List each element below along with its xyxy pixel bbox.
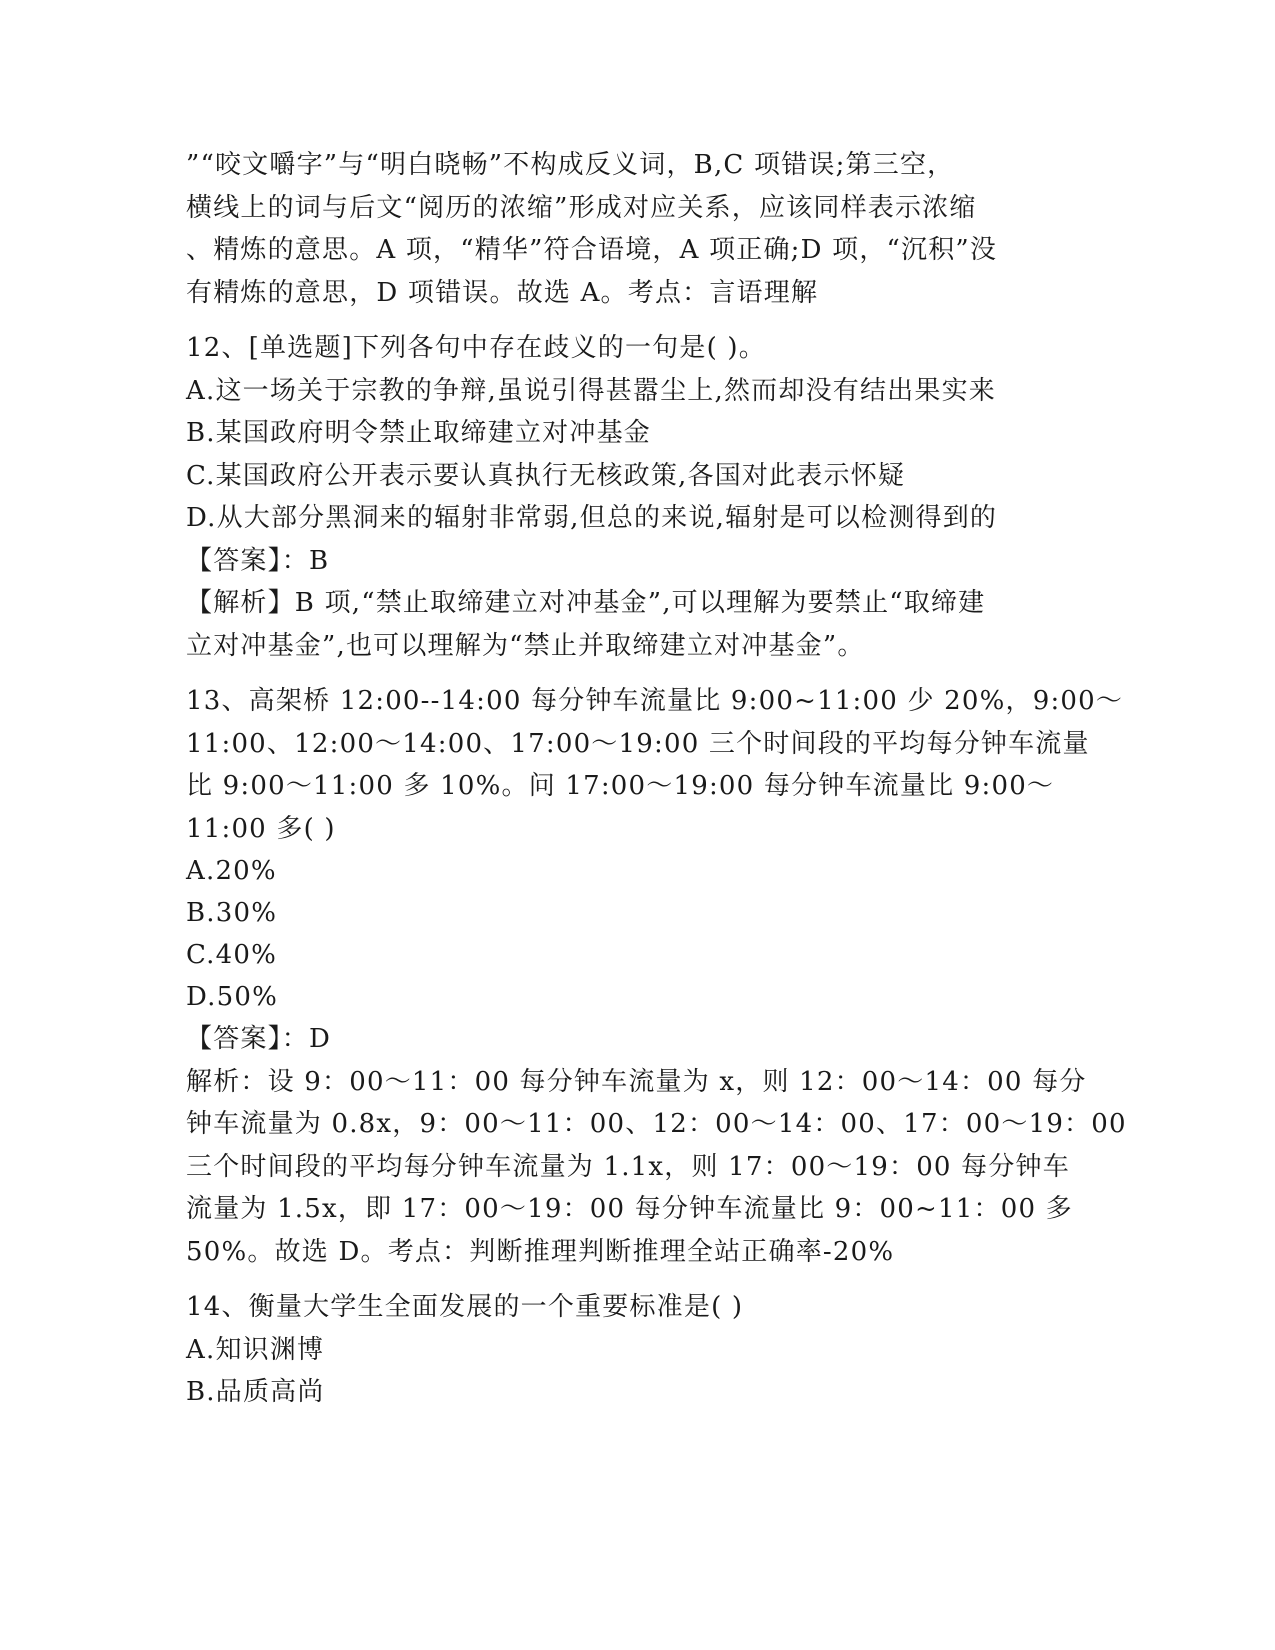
analysis-line: 解析：设 9：00～11：00 每分钟车流量为 x，则 12：00～14：00 每分 bbox=[186, 1066, 1087, 1097]
option-c: C.某国政府公开表示要认真执行无核政策,各国对此表示怀疑 bbox=[186, 460, 906, 491]
paragraph-gap bbox=[186, 667, 1086, 680]
option-d: D.50% bbox=[186, 982, 278, 1012]
text-line: ”“咬文嚼字”与“明白晓畅”不构成反义词，B,C 项错误;第三空， bbox=[186, 150, 955, 180]
option-a: A.20% bbox=[186, 856, 277, 886]
option-c: C.40% bbox=[186, 940, 278, 970]
question-text: 11:00 多( ) bbox=[186, 813, 336, 844]
question-text: 13、高架桥 12:00--14:00 每分钟车流量比 9:00~11:00 少 20%，9:00～ bbox=[186, 686, 1124, 716]
option-b: B.品质高尚 bbox=[186, 1377, 325, 1407]
option-a: A.这一场关于宗教的争辩,虽说引得甚嚣尘上,然而却没有结出果实来 bbox=[186, 375, 996, 406]
option-d: D.从大部分黑洞来的辐射非常弱,但总的来说,辐射是可以检测得到的 bbox=[186, 503, 998, 533]
answer-line: 【答案】：D bbox=[186, 1024, 332, 1054]
question-text: 比 9:00～11:00 多 10%。问 17:00～19:00 每分钟车流量比 9:00～ bbox=[186, 771, 1055, 801]
option-a: A.知识渊博 bbox=[186, 1334, 325, 1365]
paragraph-gap bbox=[186, 1273, 1086, 1286]
question-text: 12、[单选题]下列各句中存在歧义的一句是( )。 bbox=[186, 333, 766, 363]
answer-line: 【答案】：B bbox=[186, 545, 330, 576]
analysis-line: 流量为 1.5x，即 17：00～19：00 每分钟车流量比 9：00~11：00 多 bbox=[186, 1194, 1073, 1224]
text-line: 、精炼的意思。A 项，“精华”符合语境，A 项正确;D 项，“沉积”没 bbox=[186, 235, 998, 265]
previous-analysis-continuation bbox=[186, 144, 1086, 314]
text-line: 横线上的词与后文“阅历的浓缩”形成对应关系，应该同样表示浓缩 bbox=[186, 192, 977, 223]
text-line: 有精炼的意思，D 项错误。故选 A。考点：言语理解 bbox=[186, 277, 819, 308]
analysis-line: 三个时间段的平均每分钟车流量为 1.1x，则 17：00～19：00 每分钟车 bbox=[186, 1151, 1070, 1182]
analysis-line: 钟车流量为 0.8x，9：00～11：00、12：00～14：00、17：00～19：00 bbox=[186, 1109, 1127, 1139]
analysis-line: 立对冲基金”,也可以理解为“禁止并取缔建立对冲基金”。 bbox=[186, 630, 865, 661]
question-12 bbox=[186, 327, 1086, 667]
option-b: B.30% bbox=[186, 898, 278, 928]
paragraph-gap bbox=[186, 314, 1086, 327]
analysis-line: 【解析】B 项,“禁止取缔建立对冲基金”,可以理解为要禁止“取缔建 bbox=[186, 588, 986, 618]
analysis-line: 50%。故选 D。考点：判断推理判断推理全站正确率-20% bbox=[186, 1236, 895, 1267]
document-page bbox=[186, 144, 1127, 1414]
question-13 bbox=[186, 680, 1127, 1273]
question-text: 11:00、12:00～14:00、17:00～19:00 三个时间段的平均每分钟车流量 bbox=[186, 728, 1090, 759]
question-14 bbox=[186, 1286, 1086, 1414]
question-text: 14、衡量大学生全面发展的一个重要标准是( ) bbox=[186, 1292, 744, 1322]
option-b: B.某国政府明令禁止取缔建立对冲基金 bbox=[186, 418, 651, 448]
